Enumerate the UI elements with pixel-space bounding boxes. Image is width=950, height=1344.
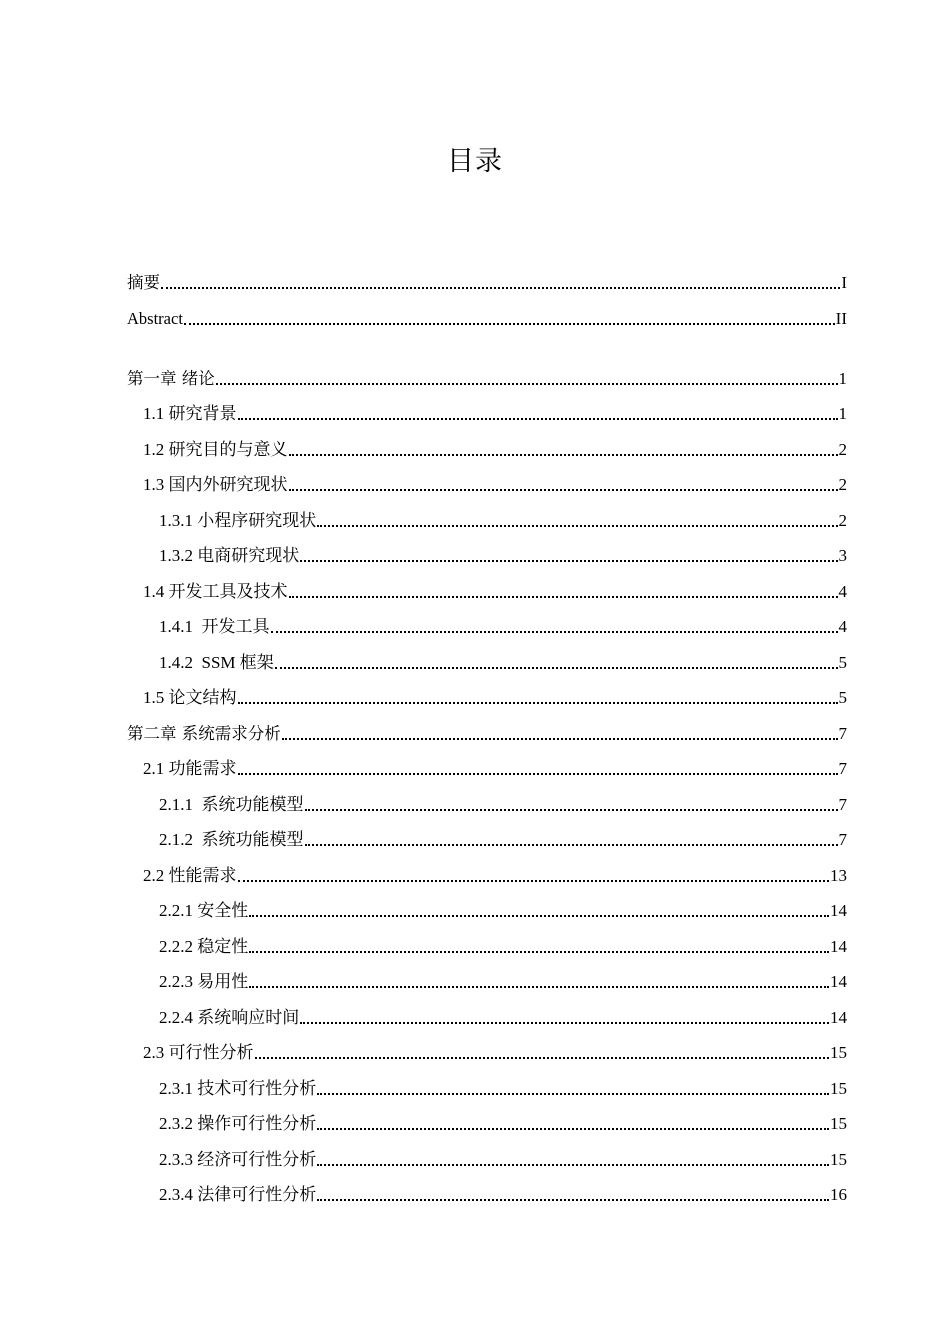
- toc-entry-page: 5: [838, 688, 847, 707]
- toc-entry-label: 2.3.3 经济可行性分析: [159, 1150, 317, 1169]
- toc-entry-label: 2.3.1 技术可行性分析: [159, 1079, 317, 1098]
- toc-entry-label: 第一章 绪论: [127, 369, 215, 388]
- toc-entry[interactable]: [127, 535, 847, 567]
- toc-entry-label: 摘要: [127, 273, 160, 292]
- toc-dot-leader: [317, 1164, 829, 1166]
- toc-dot-leader: [238, 418, 838, 420]
- toc-entry-label: 1.4.2 SSM 框架: [159, 653, 274, 672]
- toc-entry[interactable]: [127, 262, 847, 294]
- toc-entry-page: 15: [830, 1150, 847, 1169]
- toc-entry-page: 15: [830, 1114, 847, 1133]
- toc-entry[interactable]: [127, 819, 847, 851]
- toc-entry-label: 2.2.3 易用性: [159, 972, 249, 991]
- toc-entry[interactable]: [127, 890, 847, 922]
- toc-entry[interactable]: [127, 677, 847, 709]
- toc-entry[interactable]: [127, 961, 847, 993]
- toc-entry[interactable]: [127, 393, 847, 425]
- toc-entry-label: 1.5 论文结构: [143, 688, 237, 707]
- toc-entry[interactable]: [127, 429, 847, 461]
- toc-dot-leader: [238, 773, 838, 775]
- toc-dot-leader: [255, 1057, 830, 1059]
- toc-entry-page: 5: [838, 653, 847, 672]
- toc-dot-leader: [317, 1093, 829, 1095]
- toc-entry-label: 1.4 开发工具及技术: [143, 582, 288, 601]
- toc-dot-leader: [249, 951, 829, 953]
- toc-entry-label: 2.2.4 系统响应时间: [159, 1008, 300, 1027]
- toc-dot-leader: [317, 1128, 829, 1130]
- toc-dot-leader: [289, 454, 838, 456]
- toc-dot-leader: [249, 986, 829, 988]
- toc-entry-page: 7: [838, 759, 847, 778]
- toc-entry-page: 13: [830, 866, 847, 885]
- toc-entry[interactable]: [127, 358, 847, 390]
- toc-entry-label: Abstract: [127, 309, 183, 328]
- toc-entry[interactable]: [127, 298, 847, 330]
- toc-entry-label: 第二章 系统需求分析: [127, 724, 281, 743]
- toc-entry[interactable]: [127, 1174, 847, 1206]
- toc-dot-leader: [289, 596, 838, 598]
- toc-entry-label: 2.1 功能需求: [143, 759, 237, 778]
- toc-dot-leader: [275, 667, 838, 669]
- toc-entry[interactable]: [127, 784, 847, 816]
- toc-entry[interactable]: [127, 713, 847, 745]
- toc-entry[interactable]: [127, 500, 847, 532]
- toc-entry[interactable]: [127, 1068, 847, 1100]
- toc-dot-leader: [300, 560, 837, 562]
- toc-entry-label: 2.2.2 稳定性: [159, 937, 249, 956]
- toc-dot-leader: [317, 1199, 829, 1201]
- toc-entry-page: 7: [838, 830, 847, 849]
- toc-entry[interactable]: [127, 464, 847, 496]
- toc-entry-label: 2.3 可行性分析: [143, 1043, 254, 1062]
- toc-entry-page: 1: [838, 404, 847, 423]
- toc-entry-page: 7: [838, 795, 847, 814]
- toc-entry-page: 14: [830, 1008, 847, 1027]
- toc-entry-label: 1.4.1 开发工具: [159, 617, 270, 636]
- toc-dot-leader: [161, 287, 840, 289]
- toc-entry-page: 14: [830, 901, 847, 920]
- toc-entry[interactable]: [127, 855, 847, 887]
- toc-entry-page: 2: [838, 511, 847, 530]
- toc-entry-page: 2: [838, 475, 847, 494]
- toc-dot-leader: [305, 809, 838, 811]
- toc-entry-page: 4: [838, 617, 847, 636]
- toc-entry-label: 2.1.1 系统功能模型: [159, 795, 304, 814]
- toc-entry[interactable]: [127, 926, 847, 958]
- toc-entry-label: 2.2.1 安全性: [159, 901, 249, 920]
- toc-entry-label: 1.2 研究目的与意义: [143, 440, 288, 459]
- toc-dot-leader: [238, 880, 830, 882]
- toc-entry-page: 16: [830, 1185, 847, 1204]
- toc-entry-page: 4: [838, 582, 847, 601]
- toc-dot-leader: [216, 383, 838, 385]
- toc-entry[interactable]: [127, 642, 847, 674]
- toc-dot-leader: [300, 1022, 829, 1024]
- toc-dot-leader: [238, 702, 838, 704]
- toc-dot-leader: [184, 323, 835, 325]
- toc-entry-label: 2.3.4 法律可行性分析: [159, 1185, 317, 1204]
- toc-entry-page: 1: [838, 369, 847, 388]
- toc-dot-leader: [282, 738, 838, 740]
- toc-entry[interactable]: [127, 571, 847, 603]
- toc-dot-leader: [289, 489, 838, 491]
- toc-entry-page: 2: [838, 440, 847, 459]
- toc-entry-label: 2.2 性能需求: [143, 866, 237, 885]
- toc-dot-leader: [249, 915, 829, 917]
- toc-entry[interactable]: [127, 997, 847, 1029]
- toc-entry-label: 1.1 研究背景: [143, 404, 237, 423]
- toc-entry[interactable]: [127, 748, 847, 780]
- toc-entry-page: I: [841, 273, 847, 292]
- toc-entry-label: 1.3.2 电商研究现状: [159, 546, 300, 565]
- toc-dot-leader: [271, 631, 838, 633]
- toc-entry-label: 1.3.1 小程序研究现状: [159, 511, 317, 530]
- toc-entry-page: 14: [830, 972, 847, 991]
- toc-entry-page: II: [835, 309, 847, 328]
- toc-entry-page: 14: [830, 937, 847, 956]
- toc-entry-page: 15: [830, 1043, 847, 1062]
- toc-entry[interactable]: [127, 1139, 847, 1171]
- toc-dot-leader: [305, 844, 838, 846]
- page-title: 目录: [447, 146, 503, 177]
- toc-entry-page: 15: [830, 1079, 847, 1098]
- toc-entry[interactable]: [127, 606, 847, 638]
- toc-entry-page: 3: [838, 546, 847, 565]
- toc-entry-label: 2.1.2 系统功能模型: [159, 830, 304, 849]
- toc-entry-page: 7: [838, 724, 847, 743]
- toc-entry[interactable]: [127, 1103, 847, 1135]
- toc-entry-label: 1.3 国内外研究现状: [143, 475, 288, 494]
- toc-entry-label: 2.3.2 操作可行性分析: [159, 1114, 317, 1133]
- toc-entry[interactable]: [127, 1032, 847, 1064]
- toc-dot-leader: [317, 525, 837, 527]
